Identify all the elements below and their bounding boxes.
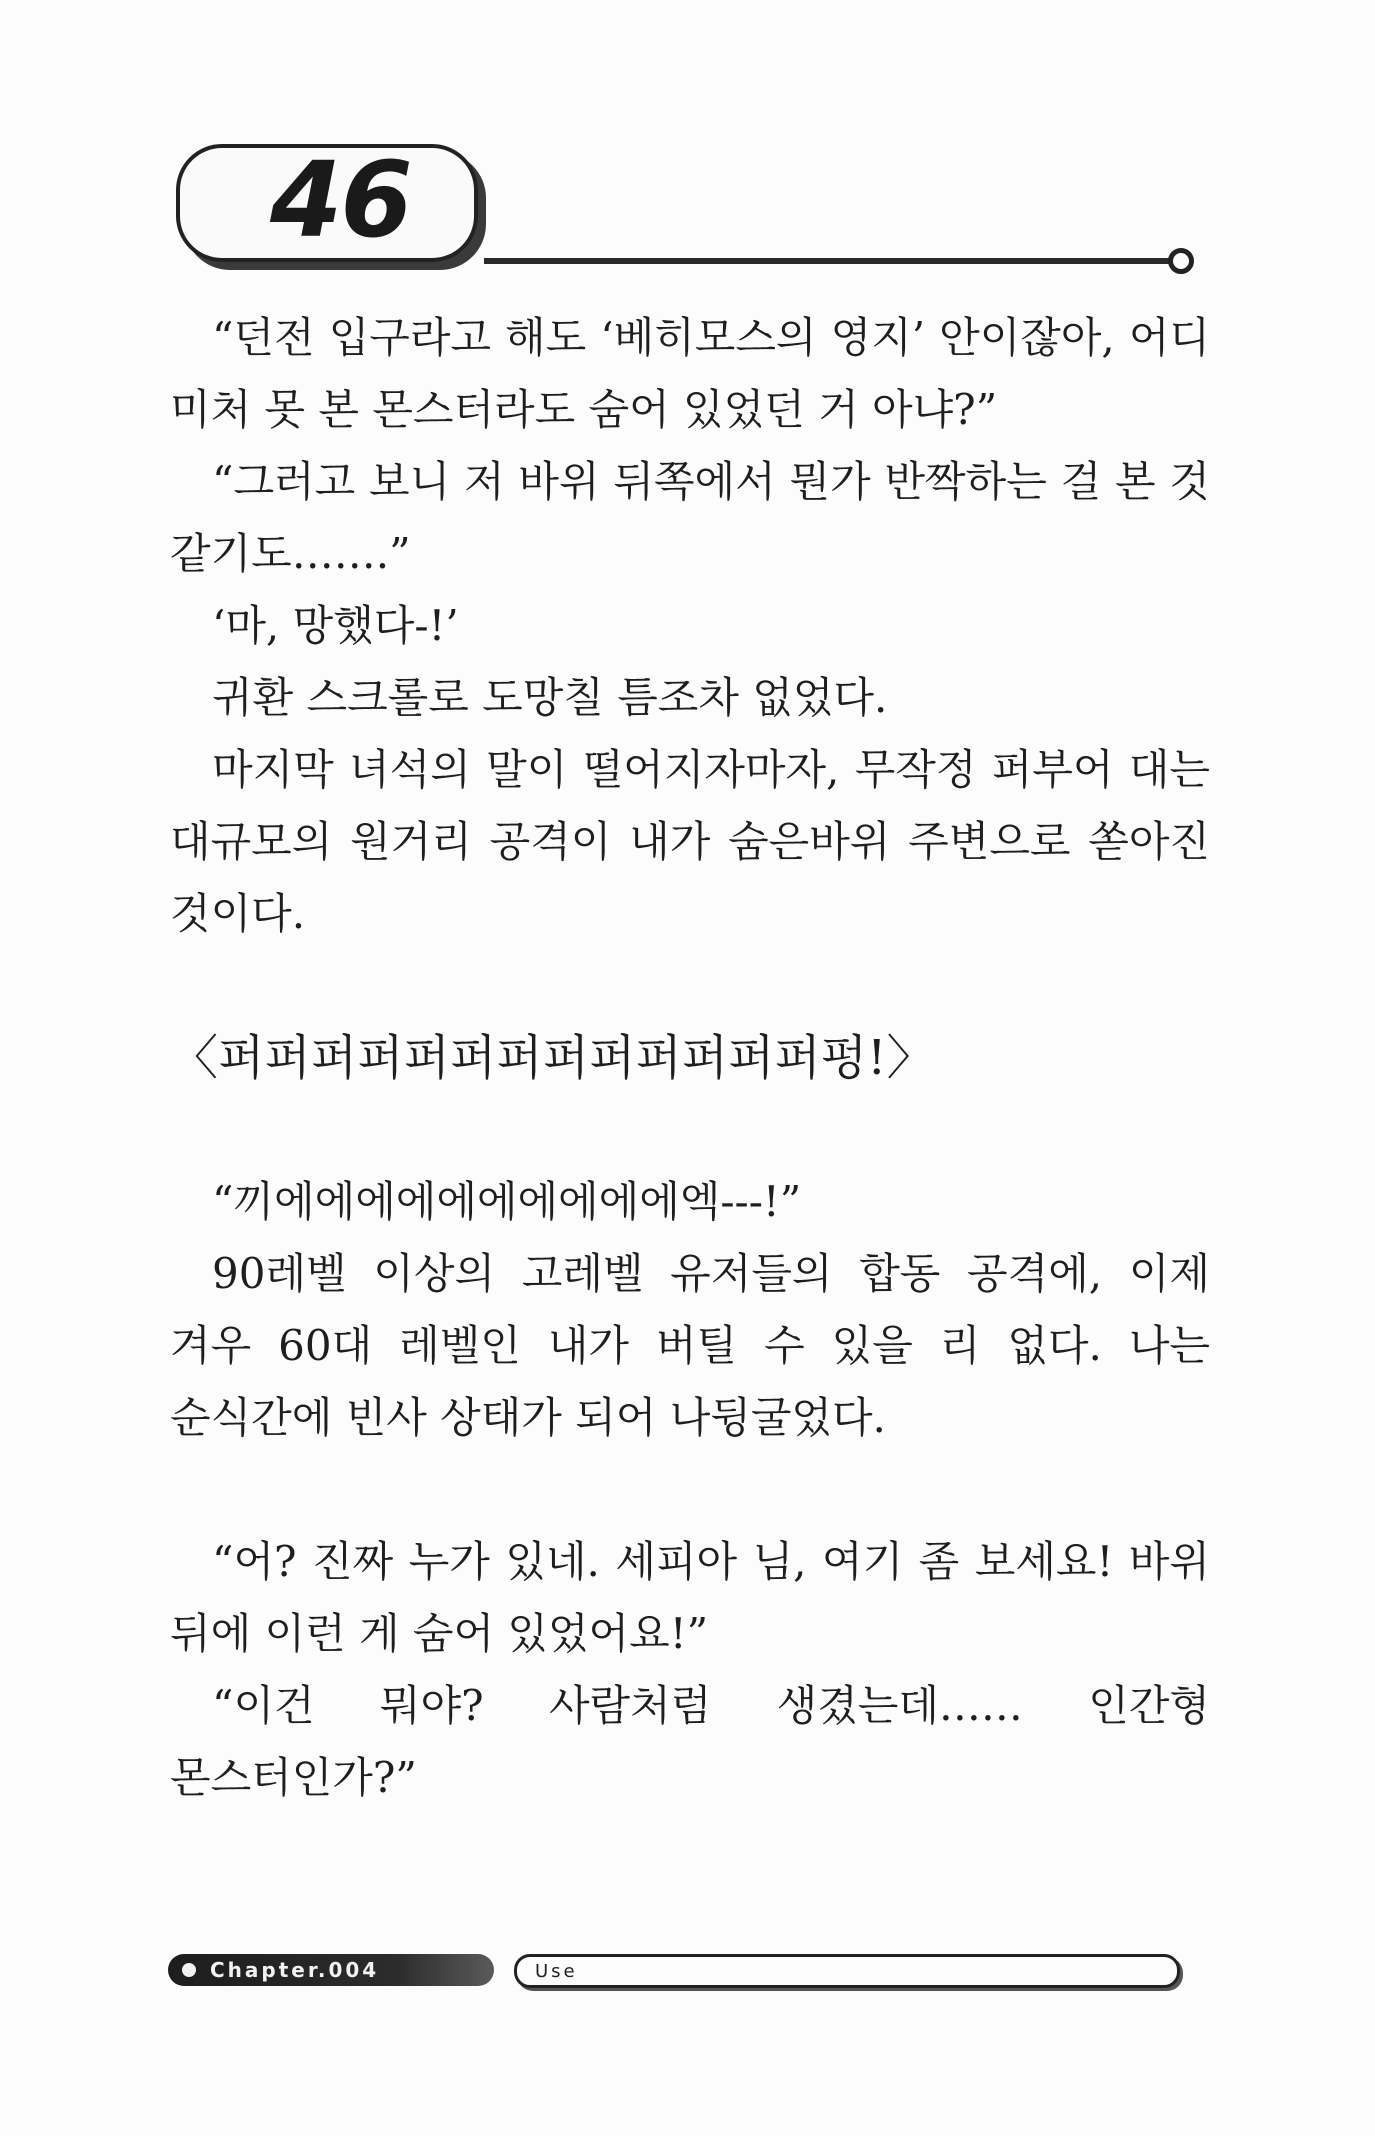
footer-chapter-badge [168, 1954, 494, 1986]
bullet-dot-icon [182, 1963, 196, 1977]
paragraph-3: ‘마, 망했다-!’ [212, 601, 459, 650]
footer-chapter-label: Chapter.004 [210, 1958, 380, 1982]
paragraph-1: “던전 입구라고 해도 ‘베히모스의 영지’ 안이잖아, 어디 미처 못 본 몬스터라도 숨어 있었던 거 아냐?” [170, 313, 1210, 434]
footer-section-bar [514, 1954, 1180, 1988]
paragraph-2: “그러고 보니 저 바위 뒤쪽에서 뭔가 반짝하는 걸 본 것 같기도…….” [170, 457, 1210, 578]
paragraph-5: 마지막 녀석의 말이 떨어지자마자, 무작정 퍼부어 대는 대규모의 원거리 공격이 내가 숨은바위 주변으로 쏟아진 것이다. [170, 745, 1210, 938]
paragraph-gap [170, 950, 1210, 1022]
paragraph-8: 90레벨 이상의 고레벨 유저들의 합동 공격에, 이제 겨우 60대 레벨인 내가 버틸 수 있을 리 없다. 나는 순식간에 빈사 상태가 되어 나뒹굴었다. [170, 1249, 1210, 1442]
paragraph-7: “끼에에에에에에에에에에엑---!” [212, 1177, 802, 1226]
paragraph-10: “이건 뭐야? 사람처럼 생겼는데…… 인간형 몬스터인가?” [170, 1681, 1210, 1802]
paragraph-4: 귀환 스크롤로 도망칠 틈조차 없었다. [212, 673, 888, 722]
header-rule [484, 258, 1180, 264]
paragraph-gap [170, 1094, 1210, 1166]
footer-section-label: Use [535, 1960, 578, 1982]
sound-effect: 〈퍼퍼퍼퍼퍼퍼퍼퍼퍼퍼퍼퍼퍼펑!〉 [170, 1030, 935, 1086]
page-body [170, 302, 1210, 1814]
paragraph-9: “어? 진짜 누가 있네. 세피아 님, 여기 좀 보세요! 바위 뒤에 이런 게 숨어 있었어요!” [170, 1537, 1210, 1658]
paragraph-gap [170, 1454, 1210, 1526]
header-rule-end-circle [1168, 248, 1194, 274]
page-number: 46 [270, 139, 411, 261]
